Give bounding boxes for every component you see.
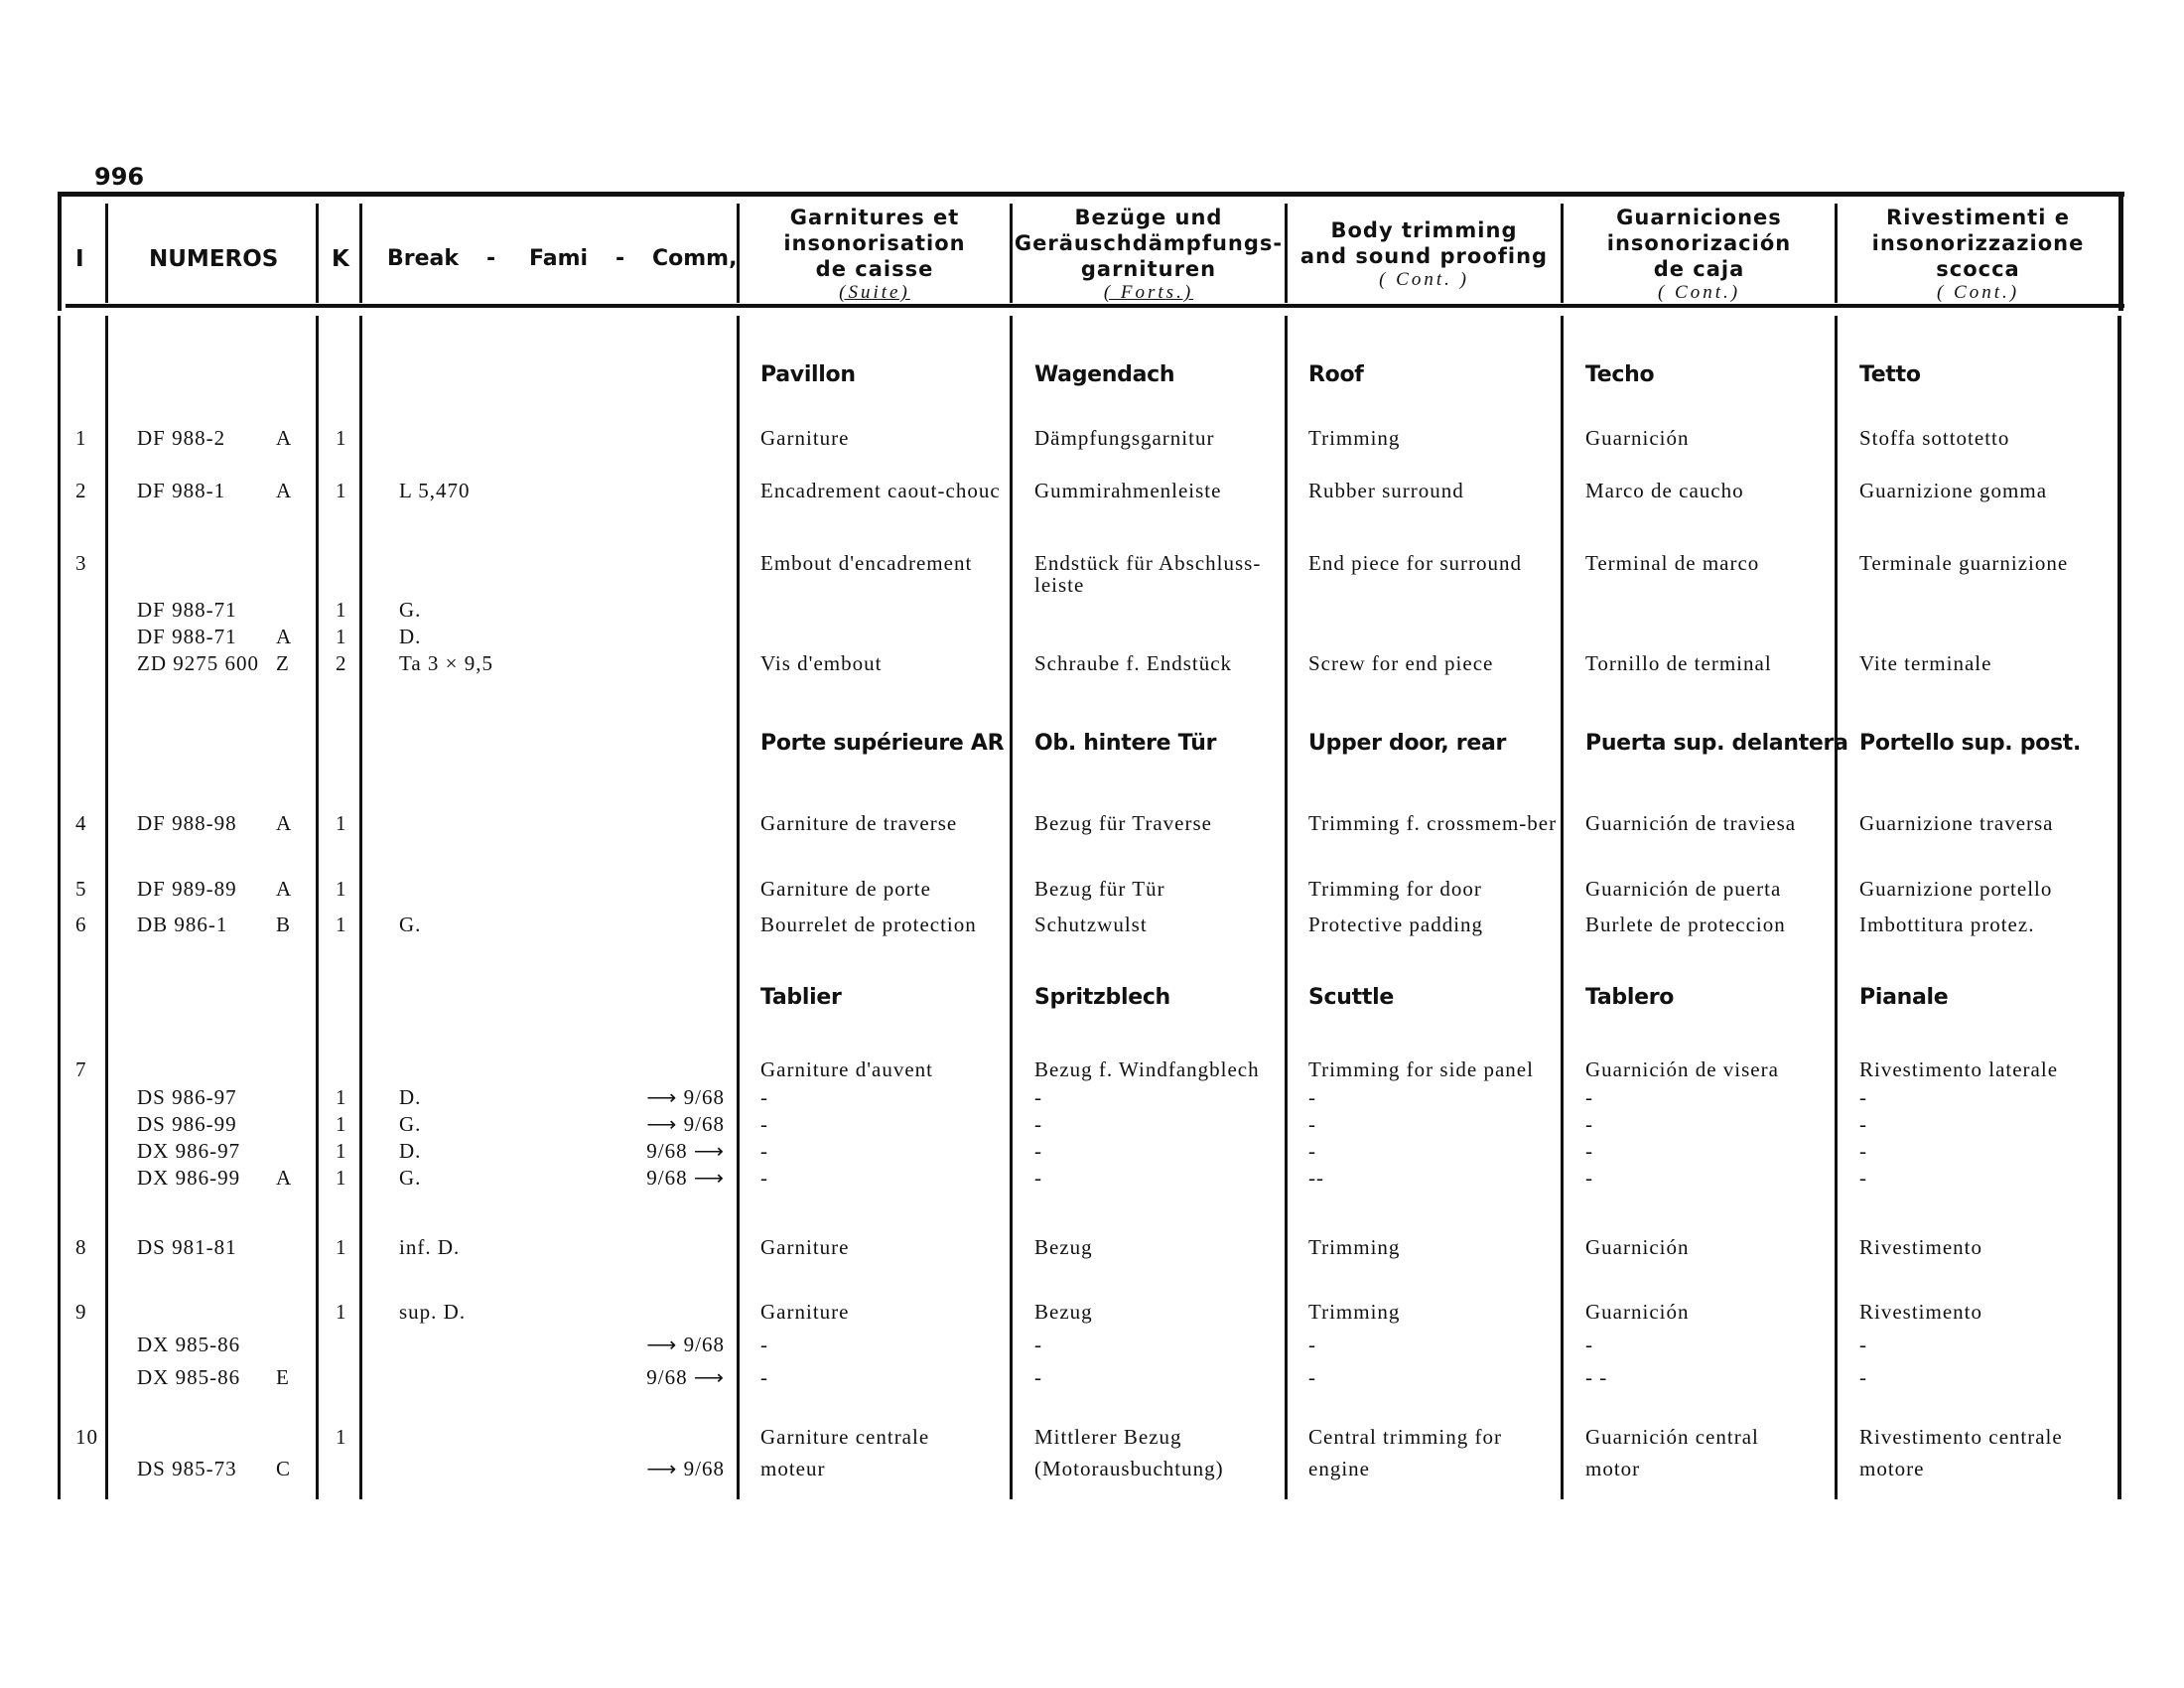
description-es: Guarnición de traviesa <box>1585 811 1797 835</box>
header-language-line: insonorización <box>1606 231 1792 255</box>
description-de: - <box>1034 1085 1042 1109</box>
description-fr: - <box>760 1365 768 1389</box>
header-language-line: Garnitures et <box>789 206 960 229</box>
section-heading-de: Spritzblech <box>1034 985 1170 1010</box>
description-fr: Vis d'embout <box>760 651 883 675</box>
break-note: L 5,470 <box>399 479 471 502</box>
header-continued: ( Cont.) <box>1657 282 1741 303</box>
top-rule <box>58 192 2124 197</box>
description-fr: Garniture <box>760 1235 850 1259</box>
description-en: - <box>1308 1333 1316 1356</box>
description-es: - <box>1585 1166 1593 1190</box>
row-index: 1 <box>75 426 87 450</box>
column-rule-body <box>105 316 108 1499</box>
description-en: Protective padding <box>1308 913 1484 936</box>
description-en: Trimming for side panel <box>1308 1057 1534 1081</box>
break-note: G. <box>399 1112 422 1136</box>
date-note: ⟶ 9/68 <box>646 1085 725 1109</box>
part-suffix: A <box>276 1166 293 1190</box>
description-it: - <box>1859 1333 1867 1356</box>
description-de: Gummirahmenleiste <box>1034 479 1222 502</box>
description-de: Bezug für Traverse <box>1034 811 1212 835</box>
header-continued: ( Cont.) <box>1936 282 2020 303</box>
header-language-line: scocca <box>1936 257 2020 281</box>
header-language-line: insonorizzazione <box>1871 231 2085 255</box>
description-es: Terminal de marco <box>1585 551 1760 575</box>
description-es: Guarnición <box>1585 1300 1690 1324</box>
left-rule-header <box>58 192 62 311</box>
header-break: Break <box>387 246 460 271</box>
header-language-0 <box>740 202 1010 307</box>
quantity-k: 1 <box>336 1112 347 1136</box>
description-es: - <box>1585 1085 1593 1109</box>
description-de: - <box>1034 1112 1042 1136</box>
break-note: D. <box>399 625 422 648</box>
description-fr: Encadrement caout-chouc <box>760 479 1001 502</box>
break-note: G. <box>399 1166 422 1190</box>
part-suffix: A <box>276 479 293 502</box>
header-continued: ( Forts.) <box>1103 282 1194 303</box>
description-en: Trimming f. crossmem-ber <box>1308 811 1558 835</box>
left-rule-body <box>58 316 61 1499</box>
description-de: Mittlerer Bezug <box>1034 1425 1182 1449</box>
header-language-line: and sound proofing <box>1299 244 1549 268</box>
section-heading-it: Tetto <box>1859 362 1921 387</box>
description-fr: Garniture centrale <box>760 1425 930 1449</box>
description-fr: Bourrelet de protection <box>760 913 977 936</box>
description-en: Screw for end piece <box>1308 651 1494 675</box>
description-es: motor <box>1585 1457 1641 1480</box>
column-rule-header <box>105 204 108 303</box>
break-note: Ta 3 × 9,5 <box>399 651 494 675</box>
quantity-k: 2 <box>336 651 347 675</box>
part-number: DF 989-89 <box>137 877 237 901</box>
section-heading-it: Portello sup. post. <box>1859 731 2082 756</box>
break-note: G. <box>399 598 422 622</box>
description-it: - <box>1859 1166 1867 1190</box>
header-language-1 <box>1013 202 1285 307</box>
description-fr: - <box>760 1085 768 1109</box>
part-number: DS 986-97 <box>137 1085 237 1109</box>
quantity-k: 1 <box>336 1300 347 1324</box>
description-it: - <box>1859 1085 1867 1109</box>
description-it: motore <box>1859 1457 1925 1480</box>
header-continued: (Suite) <box>839 282 910 303</box>
date-note: 9/68 ⟶ <box>646 1166 725 1190</box>
description-es: Guarnición <box>1585 426 1690 450</box>
part-suffix: Z <box>276 651 290 675</box>
right-rule-body <box>2117 316 2121 1499</box>
section-heading-es: Tablero <box>1585 985 1675 1010</box>
description-es: Marco de caucho <box>1585 479 1744 502</box>
description-fr: Garniture <box>760 426 850 450</box>
header-dash-2: - <box>615 246 625 271</box>
header-continued: ( Cont. ) <box>1379 269 1469 290</box>
section-heading-en: Scuttle <box>1308 985 1394 1010</box>
part-suffix: A <box>276 625 293 648</box>
description-it: Rivestimento centrale <box>1859 1425 2063 1449</box>
header-language-4 <box>1838 202 2118 307</box>
break-note: inf. D. <box>399 1235 461 1259</box>
row-index: 8 <box>75 1235 87 1259</box>
quantity-k: 1 <box>336 1235 347 1259</box>
description-es: - <box>1585 1333 1593 1356</box>
section-heading-es: Techo <box>1585 362 1655 387</box>
description-es: Guarnición central <box>1585 1425 1759 1449</box>
part-suffix: B <box>276 913 292 936</box>
description-es: - <box>1585 1112 1593 1136</box>
description-fr: Garniture de porte <box>760 877 931 901</box>
description-en: engine <box>1308 1457 1370 1480</box>
description-es: - - <box>1585 1365 1608 1389</box>
break-note: D. <box>399 1085 422 1109</box>
description-fr: Embout d'encadrement <box>760 551 973 575</box>
row-index: 10 <box>75 1425 98 1449</box>
description-it: Rivestimento laterale <box>1859 1057 2059 1081</box>
description-it: Guarnizione traversa <box>1859 811 2054 835</box>
row-index: 3 <box>75 551 87 575</box>
description-de: Bezug für Tür <box>1034 877 1165 901</box>
quantity-k: 1 <box>336 426 347 450</box>
column-rule-body <box>1561 316 1564 1499</box>
header-dash-1: - <box>486 246 496 271</box>
part-number: DF 988-98 <box>137 811 237 835</box>
part-number: DX 986-99 <box>137 1166 241 1190</box>
quantity-k: 1 <box>336 1166 347 1190</box>
description-de: - <box>1034 1139 1042 1163</box>
description-es: Guarnición de visera <box>1585 1057 1779 1081</box>
section-heading-fr: Pavillon <box>760 362 856 387</box>
part-suffix: A <box>276 811 293 835</box>
part-number: DX 985-86 <box>137 1365 241 1389</box>
part-suffix: C <box>276 1457 292 1480</box>
description-de: Bezug <box>1034 1235 1093 1259</box>
description-en: - <box>1308 1139 1316 1163</box>
description-it: Imbottitura protez. <box>1859 913 2035 936</box>
description-it: Terminale guarnizione <box>1859 551 2069 575</box>
description-en: - <box>1308 1112 1316 1136</box>
description-es: Guarnición <box>1585 1235 1690 1259</box>
description-en: Trimming <box>1308 426 1401 450</box>
column-rule-body <box>316 316 319 1499</box>
row-index: 4 <box>75 811 87 835</box>
description-en: Rubber surround <box>1308 479 1464 502</box>
header-language-line: Guarniciones <box>1616 206 1782 229</box>
quantity-k: 1 <box>336 811 347 835</box>
part-number: DX 985-86 <box>137 1333 241 1356</box>
row-index: 5 <box>75 877 87 901</box>
description-fr: Garniture <box>760 1300 850 1324</box>
section-heading-en: Upper door, rear <box>1308 731 1507 756</box>
header-language-line: Rivestimenti e <box>1886 206 2070 229</box>
description-de: Bezug f. Windfangblech <box>1034 1057 1260 1081</box>
description-en: Central trimming for <box>1308 1425 1502 1449</box>
quantity-k: 1 <box>336 877 347 901</box>
header-index: I <box>75 246 84 272</box>
section-heading-fr: Porte supérieure AR <box>760 731 1005 756</box>
header-language-line: Body trimming <box>1330 218 1518 242</box>
date-note: ⟶ 9/68 <box>646 1457 725 1480</box>
header-language-2 <box>1288 202 1561 307</box>
description-fr: moteur <box>760 1457 826 1480</box>
quantity-k: 1 <box>336 913 347 936</box>
date-note: 9/68 ⟶ <box>646 1365 725 1389</box>
description-it: - <box>1859 1139 1867 1163</box>
page-number: 996 <box>94 163 145 191</box>
date-note: 9/68 ⟶ <box>646 1139 725 1163</box>
description-fr: - <box>760 1112 768 1136</box>
part-suffix: A <box>276 877 293 901</box>
description-fr: Garniture d'auvent <box>760 1057 933 1081</box>
column-rule-body <box>359 316 362 1499</box>
section-heading-de: Ob. hintere Tür <box>1034 731 1217 756</box>
description-de: Schraube f. Endstück <box>1034 651 1233 675</box>
description-de: Endstück für Abschluss-leiste <box>1034 551 1262 597</box>
header-k: K <box>332 246 349 272</box>
header-language-line: de caja <box>1653 257 1745 281</box>
column-rule-header <box>316 204 319 303</box>
description-en: - <box>1308 1085 1316 1109</box>
description-it: Rivestimento <box>1859 1300 1982 1324</box>
header-language-line: garnituren <box>1080 257 1217 281</box>
header-numeros: NUMEROS <box>149 246 279 272</box>
description-de: Bezug <box>1034 1300 1093 1324</box>
part-suffix: E <box>276 1365 290 1389</box>
row-index: 7 <box>75 1057 87 1081</box>
part-number: DS 981-81 <box>137 1235 237 1259</box>
row-index: 6 <box>75 913 87 936</box>
break-note: G. <box>399 913 422 936</box>
column-rule-body <box>1285 316 1288 1499</box>
column-rule-body <box>737 316 740 1499</box>
description-it: Guarnizione gomma <box>1859 479 2048 502</box>
right-rule-header <box>2118 192 2123 311</box>
description-it: - <box>1859 1365 1867 1389</box>
quantity-k: 1 <box>336 1425 347 1449</box>
description-fr: - <box>760 1139 768 1163</box>
date-note: ⟶ 9/68 <box>646 1112 725 1136</box>
part-number: DF 988-71 <box>137 625 237 648</box>
header-fami: Fami <box>529 246 589 271</box>
description-en: Trimming <box>1308 1235 1401 1259</box>
quantity-k: 1 <box>336 479 347 502</box>
header-language-line: Geräuschdämpfungs- <box>1014 231 1284 255</box>
row-index: 9 <box>75 1300 87 1324</box>
description-fr: Garniture de traverse <box>760 811 958 835</box>
part-number: DF 988-2 <box>137 426 226 450</box>
description-es: Tornillo de terminal <box>1585 651 1772 675</box>
description-it: - <box>1859 1112 1867 1136</box>
description-de: Dämpfungsgarnitur <box>1034 426 1215 450</box>
section-heading-de: Wagendach <box>1034 362 1175 387</box>
header-language-line: de caisse <box>815 257 934 281</box>
header-comm: Comm, <box>652 246 738 271</box>
description-es: Guarnición de puerta <box>1585 877 1782 901</box>
description-es: Burlete de proteccion <box>1585 913 1786 936</box>
quantity-k: 1 <box>336 1085 347 1109</box>
part-number: DS 985-73 <box>137 1457 237 1480</box>
description-de: - <box>1034 1166 1042 1190</box>
row-index: 2 <box>75 479 87 502</box>
part-number: ZD 9275 600 <box>137 651 259 675</box>
section-heading-it: Pianale <box>1859 985 1949 1010</box>
description-en: Trimming <box>1308 1300 1401 1324</box>
section-heading-fr: Tablier <box>760 985 842 1010</box>
description-en: - <box>1308 1365 1316 1389</box>
column-rule-header <box>359 204 362 303</box>
description-de: (Motorausbuchtung) <box>1034 1457 1224 1480</box>
part-suffix: A <box>276 426 293 450</box>
part-number: DX 986-97 <box>137 1139 241 1163</box>
quantity-k: 1 <box>336 1139 347 1163</box>
header-language-line: Bezüge und <box>1074 206 1223 229</box>
header-language-3 <box>1564 202 1835 307</box>
description-it: Rivestimento <box>1859 1235 1982 1259</box>
description-it: Guarnizione portello <box>1859 877 2053 901</box>
break-note: sup. D. <box>399 1300 467 1324</box>
part-number: DS 986-99 <box>137 1112 237 1136</box>
column-rule-body <box>1835 316 1838 1499</box>
description-it: Stoffa sottotetto <box>1859 426 2010 450</box>
description-de: - <box>1034 1365 1042 1389</box>
description-en: End piece for surround <box>1308 551 1523 575</box>
description-it: Vite terminale <box>1859 651 1992 675</box>
part-number: DF 988-71 <box>137 598 237 622</box>
description-de: - <box>1034 1333 1042 1356</box>
quantity-k: 1 <box>336 598 347 622</box>
part-number: DB 986-1 <box>137 913 228 936</box>
description-fr: - <box>760 1333 768 1356</box>
section-heading-es: Puerta sup. delantera <box>1585 731 1848 756</box>
description-de: Schutzwulst <box>1034 913 1148 936</box>
section-heading-en: Roof <box>1308 362 1364 387</box>
description-en: Trimming for door <box>1308 877 1482 901</box>
description-en: -- <box>1308 1166 1324 1190</box>
quantity-k: 1 <box>336 625 347 648</box>
date-note: ⟶ 9/68 <box>646 1333 725 1356</box>
header-language-line: insonorisation <box>783 231 966 255</box>
break-note: D. <box>399 1139 422 1163</box>
description-es: - <box>1585 1139 1593 1163</box>
part-number: DF 988-1 <box>137 479 226 502</box>
description-fr: - <box>760 1166 768 1190</box>
